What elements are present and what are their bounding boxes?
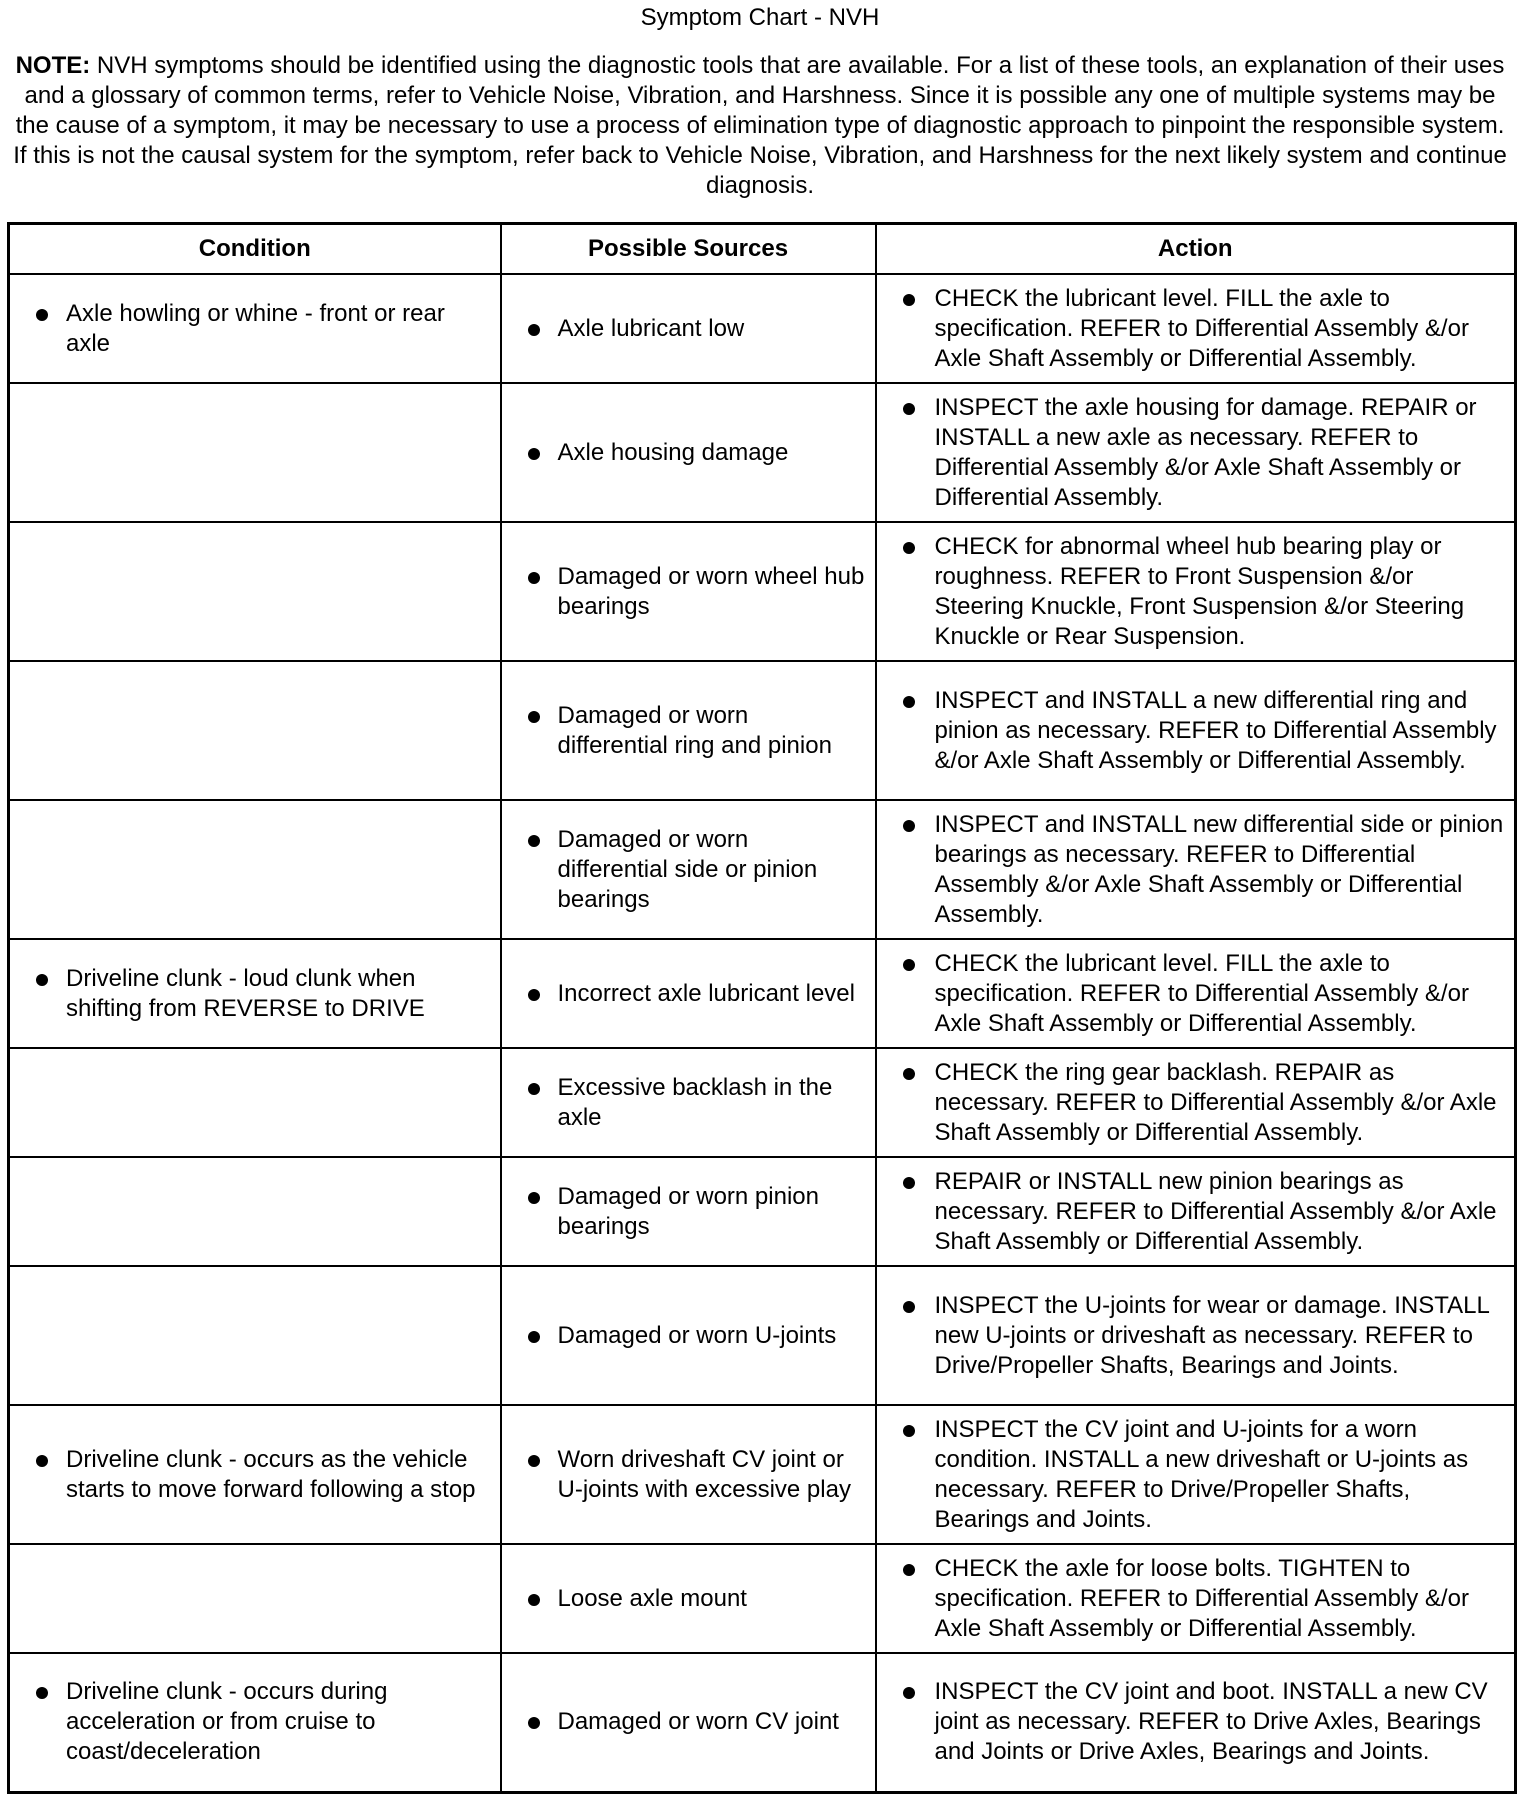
- source-bullet-text: Excessive backlash in the axle: [502, 1073, 875, 1133]
- header-condition: Condition: [9, 224, 501, 275]
- condition-cell: [9, 1544, 501, 1653]
- action-cell: [876, 800, 1516, 939]
- action-bullet-text: INSPECT the CV joint and boot. INSTALL a new CV joint as necessary. REFER to Drive Axles, Bearings and Joints or Drive Axles, Bearings and Joints.: [877, 1677, 1515, 1767]
- table-row: [9, 1157, 1516, 1266]
- action-bullet-text: REPAIR or INSTALL new pinion bearings as necessary. REFER to Differential Assembly &/or Axle Shaft Assembly or Differential Assembly.: [877, 1167, 1515, 1257]
- condition-bullet-text: Driveline clunk - loud clunk when shifting from REVERSE to DRIVE: [10, 964, 500, 1024]
- possible-source-cell: [501, 274, 876, 383]
- action-bullet-text: CHECK the ring gear backlash. REPAIR as necessary. REFER to Differential Assembly &/or Axle Shaft Assembly or Differential Assembly.: [877, 1058, 1515, 1148]
- table-row: [9, 383, 1516, 522]
- source-bullet-text: Damaged or worn U-joints: [502, 1321, 875, 1351]
- action-cell: [876, 1157, 1516, 1266]
- action-cell: [876, 522, 1516, 661]
- source-bullet-text: Loose axle mount: [502, 1584, 875, 1614]
- table-row: [9, 274, 1516, 383]
- possible-source-cell: [501, 1157, 876, 1266]
- action-cell: [876, 661, 1516, 800]
- possible-source-cell: [501, 1653, 876, 1792]
- condition-cell: [9, 1048, 501, 1157]
- possible-source-cell: [501, 522, 876, 661]
- possible-source-cell: [501, 1544, 876, 1653]
- source-bullet-text: Axle lubricant low: [502, 314, 875, 344]
- possible-source-cell: [501, 1405, 876, 1544]
- action-bullet-text: INSPECT and INSTALL new differential side or pinion bearings as necessary. REFER to Differential Assembly &/or Axle Shaft Assembly or Differential Assembly.: [877, 810, 1515, 930]
- header-action: Action: [876, 224, 1516, 275]
- condition-cell: [9, 661, 501, 800]
- action-bullet-text: INSPECT the CV joint and U-joints for a worn condition. INSTALL a new driveshaft or U-joints as necessary. REFER to Drive/Propeller Shafts, Bearings and Joints.: [877, 1415, 1515, 1535]
- table-body: [9, 274, 1516, 1792]
- possible-source-cell: [501, 661, 876, 800]
- note-label: NOTE:: [15, 52, 91, 79]
- condition-bullet-text: Driveline clunk - occurs during acceleration or from cruise to coast/deceleration: [10, 1677, 500, 1767]
- action-cell: [876, 1544, 1516, 1653]
- action-bullet-text: CHECK the axle for loose bolts. TIGHTEN to specification. REFER to Differential Assembly &/or Axle Shaft Assembly or Differential Assembly.: [877, 1554, 1515, 1644]
- table-header-row: [9, 224, 1516, 275]
- possible-source-cell: [501, 1048, 876, 1157]
- action-bullet-text: INSPECT and INSTALL a new differential ring and pinion as necessary. REFER to Differential Assembly &/or Axle Shaft Assembly or Differential Assembly.: [877, 686, 1515, 776]
- condition-cell: [9, 939, 501, 1048]
- table-row: [9, 1048, 1516, 1157]
- source-bullet-text: Damaged or worn wheel hub bearings: [502, 562, 875, 622]
- source-bullet-text: Damaged or worn differential side or pinion bearings: [502, 825, 875, 915]
- condition-cell: [9, 800, 501, 939]
- action-bullet-text: INSPECT the axle housing for damage. REPAIR or INSTALL a new axle as necessary. REFER to Differential Assembly &/or Axle Shaft Assembly or Differential Assembly.: [877, 393, 1515, 513]
- table-row: [9, 522, 1516, 661]
- possible-source-cell: [501, 939, 876, 1048]
- action-cell: [876, 383, 1516, 522]
- action-cell: [876, 1048, 1516, 1157]
- action-cell: [876, 1266, 1516, 1405]
- source-bullet-text: Damaged or worn differential ring and pinion: [502, 701, 875, 761]
- possible-source-cell: [501, 1266, 876, 1405]
- source-bullet-text: Damaged or worn pinion bearings: [502, 1182, 875, 1242]
- action-cell: [876, 939, 1516, 1048]
- possible-source-cell: [501, 383, 876, 522]
- condition-cell: [9, 522, 501, 661]
- note-paragraph: [12, 51, 1508, 201]
- action-bullet-text: CHECK the lubricant level. FILL the axle to specification. REFER to Differential Assembly &/or Axle Shaft Assembly or Differential Assembly.: [877, 284, 1515, 374]
- table-row: [9, 1266, 1516, 1405]
- condition-cell: [9, 274, 501, 383]
- action-bullet-text: CHECK for abnormal wheel hub bearing play or roughness. REFER to Front Suspension &/or Steering Knuckle, Front Suspension &/or Steering Knuckle or Rear Suspension.: [877, 532, 1515, 652]
- condition-cell: [9, 1653, 501, 1792]
- source-bullet-text: Incorrect axle lubricant level: [502, 979, 875, 1009]
- condition-bullet-text: Axle howling or whine - front or rear axle: [10, 299, 500, 359]
- page-title: Symptom Chart - NVH: [640, 4, 880, 31]
- table-row: [9, 800, 1516, 939]
- source-bullet-text: Worn driveshaft CV joint or U-joints with excessive play: [502, 1445, 875, 1505]
- source-bullet-text: Damaged or worn CV joint: [502, 1707, 875, 1737]
- table-row: [9, 1405, 1516, 1544]
- source-bullet-text: Axle housing damage: [502, 438, 875, 468]
- condition-cell: [9, 1266, 501, 1405]
- table-row: [9, 661, 1516, 800]
- condition-cell: [9, 1405, 501, 1544]
- action-cell: [876, 1653, 1516, 1792]
- action-cell: [876, 274, 1516, 383]
- note-text: NVH symptoms should be identified using the diagnostic tools that are available. For a list of these tools, an explanation of their uses and a glossary of common terms, refer to Vehicle Noise, Vibration, and Harshness. Since it is possible any one of multiple systems may be the cause of a symptom, it may be necessary to use a process of elimination type of diagnostic approach to pinpoint the responsible system. If this is not the causal system for the symptom, refer back to Vehicle Noise, Vibration, and Harshness for the next likely system and continue diagnosis.: [13, 52, 1507, 199]
- table-row: [9, 1544, 1516, 1653]
- possible-source-cell: [501, 800, 876, 939]
- action-bullet-text: INSPECT the U-joints for wear or damage. INSTALL new U-joints or driveshaft as necessary. REFER to Drive/Propeller Shafts, Bearings and Joints.: [877, 1291, 1515, 1381]
- header-possible-sources: Possible Sources: [501, 224, 876, 275]
- table-row: [9, 939, 1516, 1048]
- symptom-table: [7, 222, 1517, 1794]
- condition-cell: [9, 1157, 501, 1266]
- condition-cell: [9, 383, 501, 522]
- table-row: [9, 1653, 1516, 1792]
- condition-bullet-text: Driveline clunk - occurs as the vehicle starts to move forward following a stop: [10, 1445, 500, 1505]
- action-cell: [876, 1405, 1516, 1544]
- action-bullet-text: CHECK the lubricant level. FILL the axle to specification. REFER to Differential Assembly &/or Axle Shaft Assembly or Differential Assembly.: [877, 949, 1515, 1039]
